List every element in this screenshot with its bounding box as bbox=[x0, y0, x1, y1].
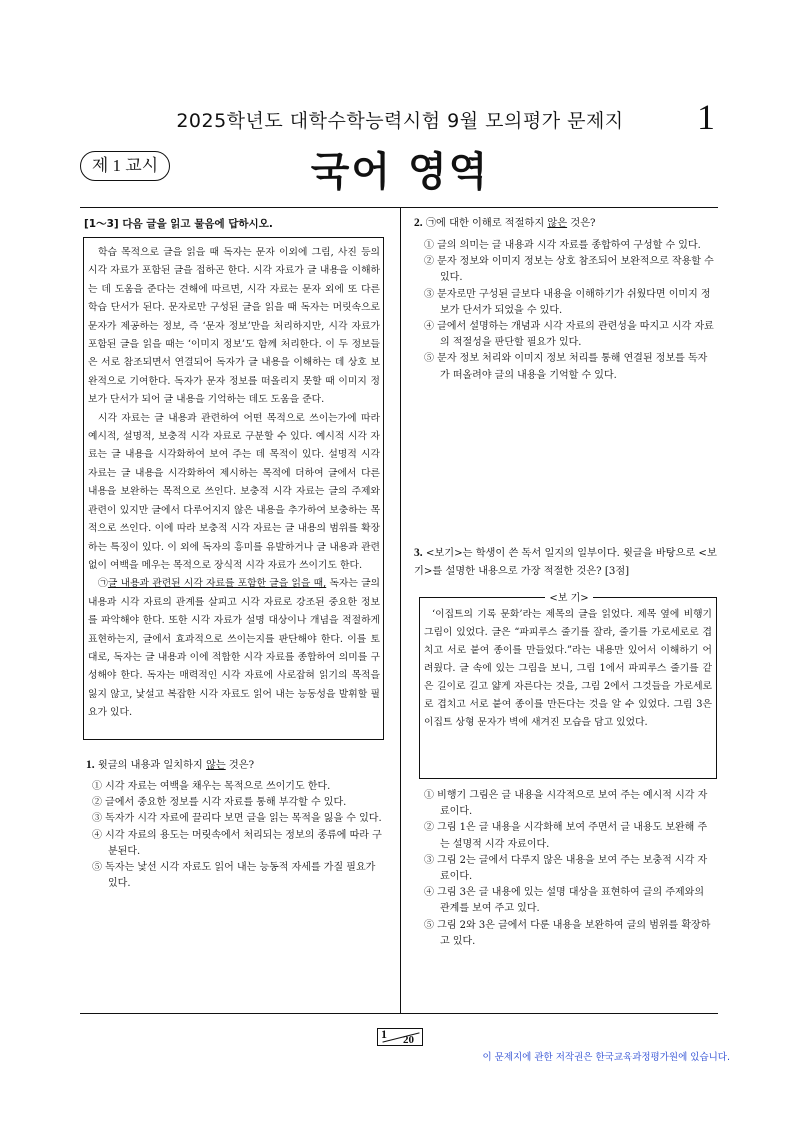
current-page: 1 bbox=[381, 1027, 387, 1041]
set-instruction: [1～3] 다음 글을 읽고 물음에 답하시오. bbox=[84, 218, 273, 230]
question-2-stem bbox=[414, 214, 719, 233]
bogi-text: ‘이집트의 기록 문화’라는 제목의 글을 읽었다. 제목 옆에 비행기 그림이 있었다. 글은 “파피루스 줄기를 잘라, 줄기를 가로세로로 겹치고 서로 붙여 종이를 만들었다.”라는 내용만 있어서 이해하기 어려웠다. 글 속에 있는 그림을 보니, 그림 1에서 파피루스 줄기를 같은 길이로 길고 얇게 자른다는 것을, 그림 2에서 그것들을 가로세로로 겹치고 서로 붙여 종이를 만든다는 것을 알 수 있었다. 그림 3은 이집트 상형 문자가 벽에 새겨진 모습을 담고 있었다. bbox=[424, 609, 712, 728]
answer-option[interactable]: ⑤ 문자 정보 처리와 이미지 정보 처리를 통해 연결된 정보를 독자가 떠올려야 글의 내용을 기억할 수 있다. bbox=[424, 353, 708, 381]
question-1-stem bbox=[86, 756, 386, 775]
reading-passage bbox=[88, 244, 380, 723]
passage-underlined-phrase: 글 내용과 관련된 시각 자료를 포함한 글을 읽을 때, bbox=[107, 578, 327, 590]
answer-option[interactable]: ③ 문자로만 구성된 글보다 내용을 이해하기가 쉬웠다면 이미지 정보가 단서가 되었을 수 있다. bbox=[424, 288, 711, 316]
question-2-text-end: 것은? bbox=[567, 218, 596, 229]
answer-option[interactable]: ② 그림 1은 글 내용을 시각화해 보여 주면서 글 내용도 보완해 주는 설명적 시각 자료이다. bbox=[424, 822, 708, 850]
passage-mark: ㉠ bbox=[98, 578, 108, 590]
answer-option[interactable]: ④ 시각 자료의 용도는 머릿속에서 처리되는 정보의 종류에 따라 구분된다. bbox=[92, 829, 382, 857]
page-number: 1 bbox=[697, 97, 715, 137]
question-1-options bbox=[92, 779, 384, 892]
question-2-number: 2. bbox=[414, 217, 423, 229]
answer-option[interactable]: ① 비행기 그림은 글 내용을 시각적으로 보여 주는 예시적 시각 자료이다. bbox=[424, 790, 708, 818]
question-2-negation: 않은 bbox=[547, 218, 568, 229]
passage-paragraph-3 bbox=[88, 575, 380, 722]
answer-option[interactable]: ② 글에서 중요한 정보를 시각 자료를 통해 부각할 수 있다. bbox=[92, 797, 347, 809]
subject-title: 국어 영역 bbox=[310, 149, 490, 195]
answer-option[interactable]: ③ 그림 2는 글에서 다루지 않은 내용을 보여 주는 보충적 시각 자료이다. bbox=[424, 854, 708, 883]
session-badge: 제 1 교시 bbox=[80, 151, 170, 181]
question-3-text: <보기>는 학생이 쓴 독서 일지의 일부이다. 윗글을 바탕으로 <보기>를 설명한 내용으로 가장 적절한 것은? [3점] bbox=[414, 548, 717, 577]
question-2-text: ㉠에 대한 이해로 적절하지 bbox=[422, 218, 548, 229]
question-1-negation: 않는 bbox=[206, 760, 226, 771]
bogi-label bbox=[420, 589, 718, 604]
bogi-label-text: <보 기> bbox=[545, 593, 592, 604]
question-3-options bbox=[424, 788, 716, 950]
question-1-text: 윗글의 내용과 일치하지 bbox=[94, 760, 206, 771]
exam-title: 2025학년도 대학수학능력시험 9월 모의평가 문제지 bbox=[176, 110, 624, 132]
copyright-notice: 이 문제지에 관한 저작권은 한국교육과정평가원에 있습니다. bbox=[482, 1052, 730, 1063]
question-3-stem bbox=[414, 544, 719, 581]
answer-option[interactable]: ④ 글에서 설명하는 개념과 시각 자료의 관련성을 따지고 시각 자료의 적절성을 판단할 필요가 있다. bbox=[424, 321, 714, 349]
answer-option[interactable]: ② 문자 정보와 이미지 정보는 상호 참조되어 보완적으로 작용할 수 있다. bbox=[424, 256, 714, 284]
page-indicator bbox=[377, 1028, 423, 1046]
answer-option[interactable]: ⑤ 그림 2와 3은 글에서 다룬 내용을 보완하여 글의 범위를 확장하고 있다. bbox=[424, 919, 711, 947]
column-divider bbox=[400, 207, 401, 1013]
passage-paragraph-1: 학습 목적으로 글을 읽을 때 독자는 문자 이외에 그림, 사진 등의 시각 자료가 포함된 글을 접하곤 한다. 시각 자료가 글 내용을 이해하는 데 도움을 준다는 견해에 따르면, 시각 자료는 문자 외에 또 다른 학습 단서가 된다. 문자로만 구성된 글을 읽을 때 독자는 머릿속으로 문자가 제공하는 정보, 즉 ‘문자 정보’만을 처리하지만, 시각 자료가 포함된 글을 읽을 때는 ‘이미지 정보’도 함께 처리한다. 이 두 정보들은 서로 참조되면서 연결되어 독자가 글 내용을 이해하는 데 상호 보완적으로 기여한다. 독자가 문자 정보를 떠올리지 못할 때 이미지 정보가 단서가 되어 글 내용을 기억하는 데도 도움을 준다. bbox=[88, 247, 380, 406]
answer-option[interactable]: ① 글의 의미는 글 내용과 시각 자료를 종합하여 구성할 수 있다. bbox=[424, 240, 701, 251]
passage-paragraph-2: 시각 자료는 글 내용과 관련하여 어떤 목적으로 쓰이는가에 따라 예시적, 설명적, 보충적 시각 자료로 구분할 수 있다. 예시적 시각 자료는 글 내용을 시각화하여 보여 주는 데 목적이 있다. 설명적 시각 자료는 글 내용을 시각화하여 제시하는 목적에 더하여 글에서 다른 내용을 보완하는 목적으로 쓰인다. 보충적 시각 자료는 글의 주제와 관련이 있지만 글에서 다루어지지 않은 내용을 추가하여 보충하는 목적으로 쓰인다. 이에 따라 보충적 시각 자료는 글 내용의 범위를 확장하는 특징이 있다. 이 외에 독자의 흥미를 유발하거나 글 내용과 관련 없이 여백을 메우는 목적으로 장식적 시각 자료가 쓰이기도 한다. bbox=[88, 412, 380, 571]
answer-option[interactable]: ③ 독자가 시각 자료에 끌리다 보면 글을 읽는 목적을 잃을 수 있다. bbox=[92, 813, 382, 825]
passage-paragraph-3-rest: 독자는 글의 내용과 시각 자료의 관계를 살피고 시각 자료로 강조된 중요한 정보를 파악해야 한다. 또한 시각 자료가 설명 대상이나 개념을 적절하게 표현하는지, 글에서 효과적으로 쓰이는지를 판단해야 한다. 이를 토대로, 독자는 글 내용과 이에 적합한 시각 자료를 종합하여 의미를 구성해야 한다. 독자는 매력적인 시각 자료에 사로잡혀 읽기의 목적을 잃지 않고, 낯설고 복잡한 시각 자료도 읽어 내는 능동성을 발휘할 필요가 있다. bbox=[88, 578, 380, 719]
header-rule bbox=[80, 207, 718, 208]
question-2-options bbox=[424, 238, 716, 384]
question-1-text-end: 것은? bbox=[225, 760, 255, 771]
question-3-number: 3. bbox=[414, 547, 423, 559]
answer-option[interactable]: ⑤ 독자는 낯선 시각 자료도 읽어 내는 능동적 자세를 가질 필요가 있다. bbox=[92, 862, 376, 890]
footer-rule bbox=[80, 1013, 718, 1014]
question-1-number: 1. bbox=[86, 759, 95, 771]
answer-option[interactable]: ④ 그림 3은 글 내용에 있는 설명 대상을 표현하여 글의 주제와의 관계를 보여 주고 있다. bbox=[424, 887, 704, 915]
answer-option[interactable]: ① 시각 자료는 여백을 채우는 목적으로 쓰이기도 한다. bbox=[92, 781, 331, 792]
total-pages: 20 bbox=[403, 1034, 414, 1046]
